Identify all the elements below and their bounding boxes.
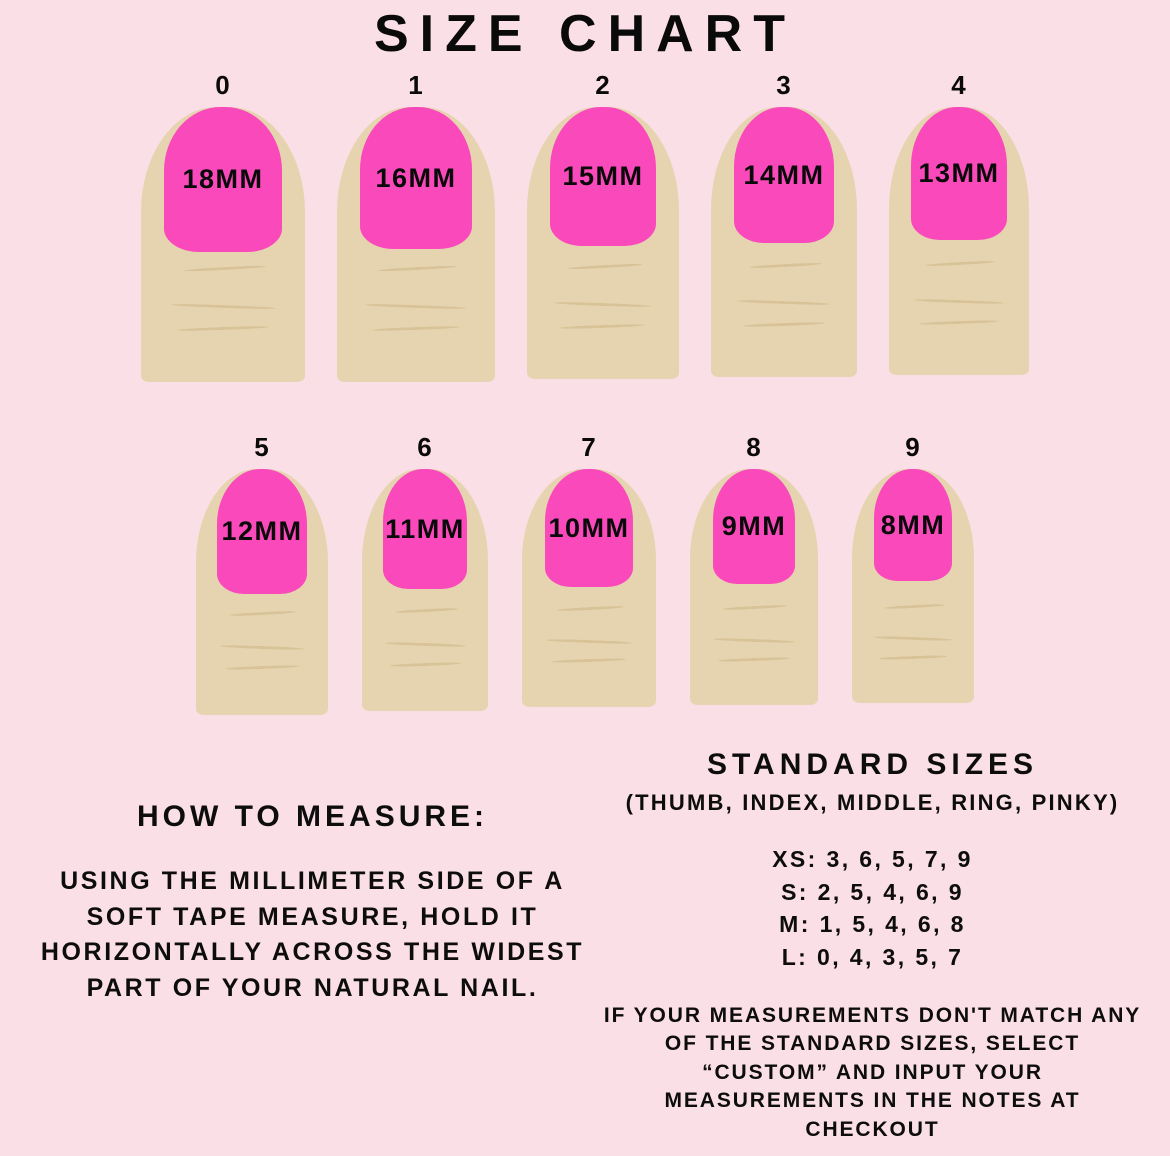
nail-size-row-2 — [0, 432, 1170, 715]
nail-size-item-6[interactable] — [362, 432, 488, 715]
nail-size-item-4[interactable] — [889, 70, 1029, 382]
nail-measurement: 12MM — [221, 516, 303, 546]
knuckle-crease-icon — [225, 665, 299, 671]
knuckle-crease-icon — [723, 604, 787, 610]
knuckle-crease-icon — [557, 605, 624, 612]
nail-size-row-1 — [0, 70, 1170, 382]
nail-illustration — [360, 107, 472, 249]
knuckle-crease-icon — [385, 642, 466, 648]
standard-sizes-section — [600, 748, 1145, 1144]
knuckle-crease-icon — [920, 320, 998, 326]
nail-illustration — [713, 469, 795, 584]
nail-size-item-9[interactable] — [852, 432, 974, 715]
how-to-measure-body: USING THE MILLIMETER SIDE OF A SOFT TAPE MEASURE, HOLD IT HORIZONTALLY ACROSS THE WIDEST PART OF YOUR NATURAL NAIL. — [40, 867, 585, 1002]
knuckle-crease-icon — [372, 325, 461, 331]
nail-size-label: 5 — [254, 432, 270, 462]
standard-size-entry: XS: 3, 6, 5, 7, 9 — [772, 846, 973, 873]
nail-measurement: 15MM — [562, 161, 644, 191]
nail-illustration — [734, 107, 834, 243]
nail-size-item-5[interactable] — [196, 432, 328, 715]
nail-measurement: 16MM — [375, 162, 457, 193]
nail-size-label: 0 — [215, 70, 231, 100]
knuckle-crease-icon — [230, 610, 296, 616]
knuckle-crease-icon — [220, 645, 305, 651]
nail-measurement: 14MM — [743, 159, 825, 190]
nail-measurement: 11MM — [385, 513, 465, 544]
standard-size-entry: M: 1, 5, 4, 6, 8 — [779, 911, 966, 938]
nail-size-label: 2 — [595, 70, 611, 100]
standard-sizes-list — [600, 843, 1145, 974]
nail-illustration — [383, 469, 467, 589]
nail-measurement: 10MM — [548, 512, 630, 543]
knuckle-crease-icon — [184, 264, 266, 271]
knuckle-crease-icon — [546, 639, 632, 645]
knuckle-crease-icon — [749, 262, 822, 269]
nail-size-label: 1 — [408, 70, 424, 100]
nail-measurement: 13MM — [918, 158, 1000, 188]
knuckle-crease-icon — [378, 264, 457, 271]
knuckle-crease-icon — [566, 263, 642, 270]
nail-illustration — [874, 469, 952, 581]
nail-size-item-7[interactable] — [522, 432, 656, 715]
nail-size-label: 7 — [581, 432, 597, 462]
knuckle-crease-icon — [395, 608, 458, 614]
nail-size-label: 9 — [905, 432, 921, 462]
standard-sizes-subheading: (THUMB, INDEX, MIDDLE, RING, PINKY) — [625, 790, 1120, 815]
how-to-measure-heading: HOW TO MEASURE: — [136, 800, 489, 833]
knuckle-crease-icon — [879, 655, 947, 660]
nail-size-label: 3 — [776, 70, 792, 100]
knuckle-crease-icon — [554, 301, 651, 307]
standard-sizes-heading: STANDARD SIZES — [706, 748, 1039, 781]
nail-measurement: 8MM — [880, 509, 946, 540]
nail-illustration — [545, 469, 633, 587]
nail-size-item-2[interactable] — [527, 70, 679, 382]
nail-size-label: 4 — [951, 70, 967, 100]
nail-illustration — [164, 107, 282, 252]
knuckle-crease-icon — [718, 657, 790, 662]
nail-illustration — [911, 107, 1007, 240]
nail-size-item-3[interactable] — [711, 70, 857, 382]
custom-size-note: IF YOUR MEASUREMENTS DON'T MATCH ANY OF THE STANDARD SIZES, SELECT “CUSTOM” AND INPUT YOUR MEASUREMENTS IN THE NOTES AT CHECKOUT — [603, 1003, 1142, 1141]
nail-size-label: 8 — [746, 432, 762, 462]
standard-size-entry: L: 0, 4, 3, 5, 7 — [781, 944, 964, 970]
nail-illustration — [550, 107, 656, 246]
knuckle-crease-icon — [365, 303, 466, 310]
nail-size-item-1[interactable] — [337, 70, 495, 382]
knuckle-crease-icon — [390, 661, 461, 666]
knuckle-crease-icon — [170, 303, 275, 310]
knuckle-crease-icon — [560, 323, 645, 329]
nail-size-label: 6 — [417, 432, 433, 462]
nail-illustration — [217, 469, 307, 594]
page-title: SIZE CHART — [374, 5, 796, 63]
knuckle-crease-icon — [713, 637, 795, 643]
nail-size-item-0[interactable] — [141, 70, 305, 382]
knuckle-crease-icon — [177, 325, 269, 331]
knuckle-crease-icon — [737, 300, 830, 306]
standard-size-entry: S: 2, 5, 4, 6, 9 — [781, 878, 964, 905]
knuckle-crease-icon — [884, 603, 945, 609]
how-to-measure-section — [40, 800, 585, 1006]
nail-measurement: 18MM — [182, 164, 264, 194]
nail-measurement: 9MM — [721, 511, 787, 541]
knuckle-crease-icon — [914, 298, 1004, 304]
knuckle-crease-icon — [743, 322, 825, 328]
knuckle-crease-icon — [874, 636, 952, 642]
knuckle-crease-icon — [925, 261, 995, 268]
nail-size-item-8[interactable] — [690, 432, 818, 715]
knuckle-crease-icon — [551, 658, 626, 664]
